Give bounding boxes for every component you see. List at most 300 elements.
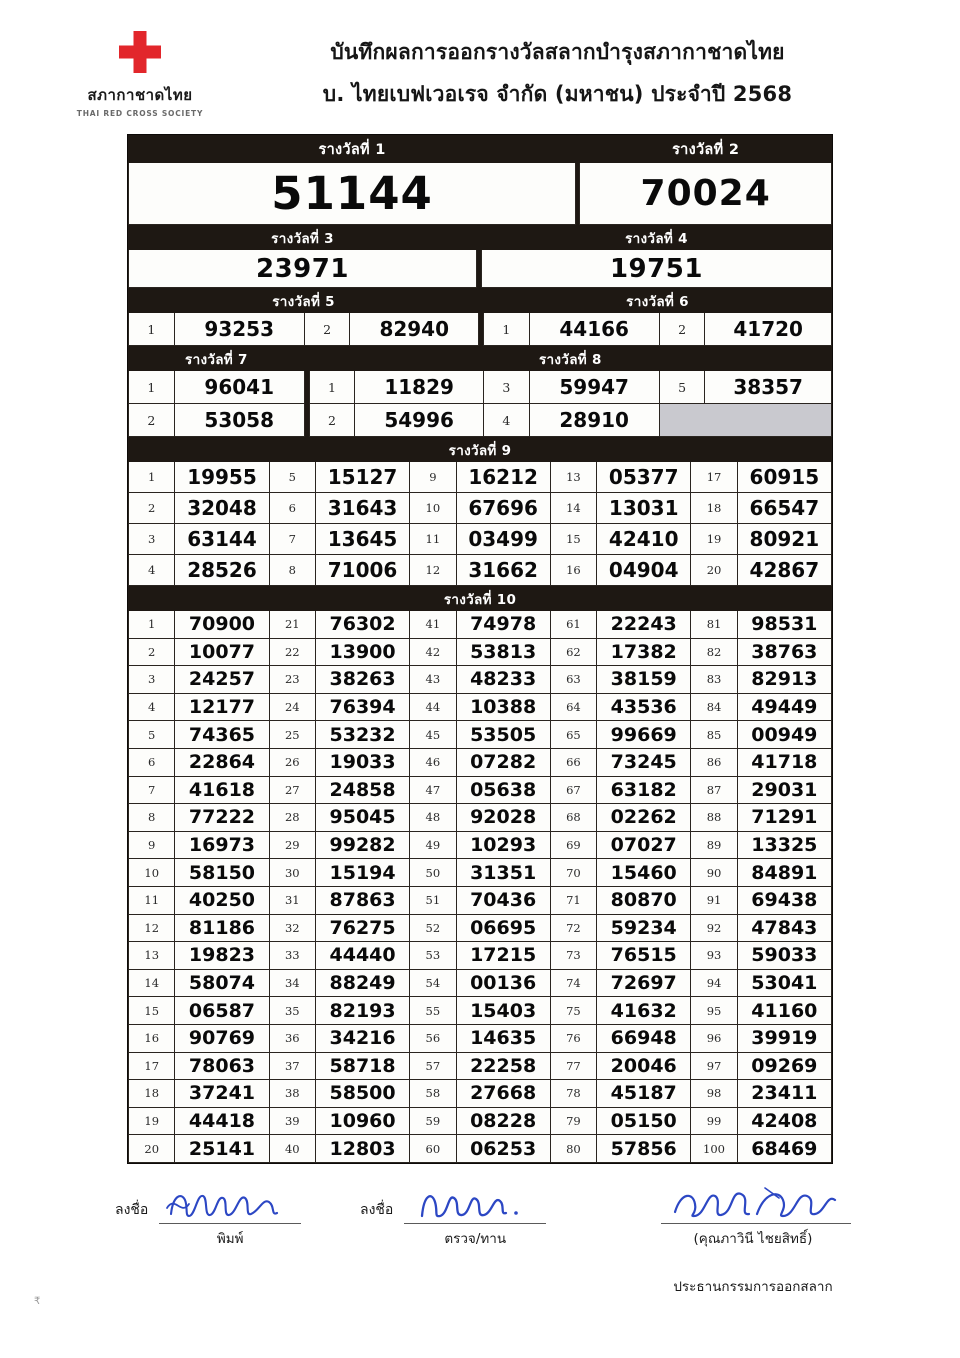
- prize-10-value: 53232: [315, 721, 409, 749]
- prize-10-index: 20: [129, 1135, 175, 1163]
- signature-block-typist: [115, 1190, 301, 1249]
- table-row: [129, 776, 832, 804]
- table-row: [129, 611, 832, 639]
- table-row: [129, 1135, 832, 1163]
- prize-9-index: 8: [269, 555, 315, 586]
- signature-block-checker: [360, 1190, 546, 1249]
- prize-5-label: รางวัลที่ 5: [129, 289, 479, 313]
- prize-10-body: [129, 611, 832, 1163]
- prize-10-index: 78: [550, 1080, 596, 1108]
- prize-7-index: 1: [129, 371, 175, 404]
- prize-9-value: 42410: [597, 524, 691, 555]
- prize-9-value: 66547: [737, 493, 831, 524]
- prize-8-index: 3: [483, 371, 529, 404]
- prize-10-index: 32: [269, 914, 315, 942]
- prize-10-value: 70900: [175, 611, 269, 639]
- prize-10-value: 06587: [175, 997, 269, 1025]
- prize-10-value: 05638: [456, 776, 550, 804]
- prize-10-value: 95045: [315, 804, 409, 832]
- prize-10-value: 76394: [315, 693, 409, 721]
- prize-10-value: 59033: [737, 942, 831, 970]
- prize-9-index: 6: [269, 493, 315, 524]
- prize-10-index: 99: [691, 1107, 737, 1135]
- prize-10-index: 68: [550, 804, 596, 832]
- prize-10-value: 78063: [175, 1052, 269, 1080]
- prize-10-index: 77: [550, 1052, 596, 1080]
- prize-10-value: 16973: [175, 831, 269, 859]
- prize-10-index: 21: [269, 611, 315, 639]
- prize-10-value: 15460: [597, 859, 691, 887]
- prize-7-8-table: [128, 346, 832, 437]
- prize-10-index: 52: [410, 914, 456, 942]
- prize-10-index: 27: [269, 776, 315, 804]
- prize-9-index: 2: [129, 493, 175, 524]
- prize-10-value: 10388: [456, 693, 550, 721]
- prize-10-index: 54: [410, 969, 456, 997]
- prize-2-value: 70024: [580, 163, 832, 225]
- prize-9-value: 04904: [597, 555, 691, 586]
- prize-7-label: รางวัลที่ 7: [129, 347, 305, 371]
- prize-10-value: 44440: [315, 942, 409, 970]
- prize-9-index: 14: [550, 493, 596, 524]
- prize-10-index: 22: [269, 638, 315, 666]
- sign-role-typist: พิมพ์: [216, 1230, 244, 1247]
- prize-10-index: 14: [129, 969, 175, 997]
- prize-9-value: 31662: [456, 555, 550, 586]
- prize-10-value: 29031: [737, 776, 831, 804]
- prize-10-index: 48: [410, 804, 456, 832]
- prize-10-value: 07027: [597, 831, 691, 859]
- prize-10-index: 13: [129, 942, 175, 970]
- table-row: [129, 666, 832, 694]
- prize-10-value: 80870: [597, 886, 691, 914]
- prize-10-index: 7: [129, 776, 175, 804]
- scan-artifact: ₹: [34, 1296, 41, 1307]
- prize-10-index: 60: [410, 1135, 456, 1163]
- prize-10-index: 91: [691, 886, 737, 914]
- prize-10-index: 6: [129, 748, 175, 776]
- prize-10-index: 67: [550, 776, 596, 804]
- prize-10-index: 5: [129, 721, 175, 749]
- table-row: [129, 1024, 832, 1052]
- prize-10-index: 46: [410, 748, 456, 776]
- prize-10-value: 73245: [597, 748, 691, 776]
- prize-10-value: 74978: [456, 611, 550, 639]
- prize-10-index: 33: [269, 942, 315, 970]
- prize-10-index: 38: [269, 1080, 315, 1108]
- prize-10-index: 85: [691, 721, 737, 749]
- prize-1-2-table: [128, 135, 832, 225]
- prize-10-value: 44418: [175, 1107, 269, 1135]
- table-row: [129, 721, 832, 749]
- sign-role-checker: ตรวจ/ทาน: [444, 1230, 507, 1247]
- prize-10-index: 37: [269, 1052, 315, 1080]
- prize-10-value: 43536: [597, 693, 691, 721]
- prize-10-value: 12803: [315, 1135, 409, 1163]
- prize-10-index: 88: [691, 804, 737, 832]
- red-cross-icon: [55, 28, 225, 80]
- prize-10-index: 39: [269, 1107, 315, 1135]
- chairman-role: ประธานกรรมการออกสลาก: [673, 1278, 833, 1295]
- prize-9-value: 19955: [175, 462, 269, 493]
- prize-10-index: 17: [129, 1052, 175, 1080]
- prize-10-index: 25: [269, 721, 315, 749]
- prize-8-index: 5: [659, 371, 705, 404]
- lottery-results-sheet: [127, 134, 833, 1164]
- prize-10-index: 16: [129, 1024, 175, 1052]
- prize-10-value: 22258: [456, 1052, 550, 1080]
- prize-10-value: 13900: [315, 638, 409, 666]
- prize-9-index: 4: [129, 555, 175, 586]
- prize-9-value: 28526: [175, 555, 269, 586]
- prize-10-index: 24: [269, 693, 315, 721]
- prize-10-value: 13325: [737, 831, 831, 859]
- prize-10-value: 17215: [456, 942, 550, 970]
- prize-10-value: 41618: [175, 776, 269, 804]
- prize-10-index: 79: [550, 1107, 596, 1135]
- prize-10-index: 15: [129, 997, 175, 1025]
- prize-10-value: 92028: [456, 804, 550, 832]
- prize-10-index: 59: [410, 1107, 456, 1135]
- prize-10-index: 61: [550, 611, 596, 639]
- prize-10-value: 58500: [315, 1080, 409, 1108]
- prize-10-index: 64: [550, 693, 596, 721]
- prize-7-value: 53058: [174, 404, 304, 437]
- prize-10-value: 99669: [597, 721, 691, 749]
- prize-10-index: 53: [410, 942, 456, 970]
- prize-10-index: 10: [129, 859, 175, 887]
- prize-2-label: รางวัลที่ 2: [580, 136, 832, 163]
- prize-9-value: 13031: [597, 493, 691, 524]
- prize-10-value: 47843: [737, 914, 831, 942]
- prize-10-index: 83: [691, 666, 737, 694]
- prize-9-index: 3: [129, 524, 175, 555]
- prize-9-value: 31643: [315, 493, 409, 524]
- document-header: [0, 0, 960, 126]
- org-logo-name: สภากาชาดไทย: [87, 86, 193, 104]
- prize-10-value: 38159: [597, 666, 691, 694]
- prize-10-index: 43: [410, 666, 456, 694]
- prize-10-index: 76: [550, 1024, 596, 1052]
- prize-10-index: 28: [269, 804, 315, 832]
- prize-10-index: 26: [269, 748, 315, 776]
- prize-10-index: 55: [410, 997, 456, 1025]
- prize-10-value: 81186: [175, 914, 269, 942]
- prize-9-value: 71006: [315, 555, 409, 586]
- prize-9-index: 13: [550, 462, 596, 493]
- prize-9-index: 18: [691, 493, 737, 524]
- prize-10-value: 53813: [456, 638, 550, 666]
- prize-10-value: 22243: [597, 611, 691, 639]
- prize-10-value: 22864: [175, 748, 269, 776]
- title-line-2: บ. ไทยเบฟเวอเรจ จำกัด (มหาชน) ประจำปี 2568: [322, 81, 793, 106]
- table-row: [129, 831, 832, 859]
- table-row: [129, 914, 832, 942]
- prize-10-index: 81: [691, 611, 737, 639]
- prize-8-label: รางวัลที่ 8: [309, 347, 831, 371]
- prize-10-index: 45: [410, 721, 456, 749]
- prize-5-index: 1: [129, 313, 175, 346]
- prize-7-value: 96041: [174, 371, 304, 404]
- prize-1-value: 51144: [129, 163, 576, 225]
- prize-5-value: 93253: [174, 313, 304, 346]
- prize-9-value: 60915: [737, 462, 831, 493]
- table-row: [129, 555, 832, 586]
- prize-10-index: 65: [550, 721, 596, 749]
- prize-10-index: 89: [691, 831, 737, 859]
- prize-9-value: 32048: [175, 493, 269, 524]
- prize-10-index: 3: [129, 666, 175, 694]
- sign-label-checker: ลงชื่อ: [360, 1201, 394, 1218]
- prize-10-value: 82193: [315, 997, 409, 1025]
- prize-6-value: 44166: [529, 313, 659, 346]
- prize-10-index: 42: [410, 638, 456, 666]
- prize-10-value: 19033: [315, 748, 409, 776]
- chairman-name: (คุณภาวินี ไชยสิทธิ์): [693, 1230, 813, 1247]
- prize-9-index: 5: [269, 462, 315, 493]
- prize-10-index: 72: [550, 914, 596, 942]
- prize-10-value: 72697: [597, 969, 691, 997]
- prize-10-value: 17382: [597, 638, 691, 666]
- prize-10-index: 86: [691, 748, 737, 776]
- prize-10-index: 49: [410, 831, 456, 859]
- prize-6-index: 1: [483, 313, 529, 346]
- prize-10-index: 9: [129, 831, 175, 859]
- prize-5-index: 2: [304, 313, 350, 346]
- prize-10-index: 23: [269, 666, 315, 694]
- sign-label-typist: ลงชื่อ: [115, 1201, 149, 1218]
- prize-10-value: 34216: [315, 1024, 409, 1052]
- table-row: [129, 942, 832, 970]
- prize-10-value: 41718: [737, 748, 831, 776]
- prize-5-6-table: [128, 288, 832, 346]
- prize-5-value: 82940: [350, 313, 479, 346]
- prize-9-index: 9: [410, 462, 456, 493]
- signature-line-typist: [159, 1190, 301, 1224]
- prize-10-value: 00136: [456, 969, 550, 997]
- prize-10-index: 74: [550, 969, 596, 997]
- prize-10-index: 36: [269, 1024, 315, 1052]
- prize-9-index: 10: [410, 493, 456, 524]
- prize-10-value: 07282: [456, 748, 550, 776]
- prize-10-value: 69438: [737, 886, 831, 914]
- handwritten-signature-icon: [404, 1186, 546, 1222]
- prize-10-label: รางวัลที่ 10: [129, 587, 832, 611]
- prize-10-value: 06695: [456, 914, 550, 942]
- prize-10-value: 87863: [315, 886, 409, 914]
- prize-9-index: 11: [410, 524, 456, 555]
- prize-10-index: 97: [691, 1052, 737, 1080]
- prize-10-value: 05150: [597, 1107, 691, 1135]
- prize-10-index: 12: [129, 914, 175, 942]
- prize-10-value: 84891: [737, 859, 831, 887]
- prize-10-index: 100: [691, 1135, 737, 1163]
- table-row: [129, 462, 832, 493]
- prize-8-index: 2: [309, 404, 355, 437]
- prize-8-value: 54996: [355, 404, 484, 437]
- prize-10-value: 12177: [175, 693, 269, 721]
- prize-9-value: 67696: [456, 493, 550, 524]
- prize-10-value: 08228: [456, 1107, 550, 1135]
- prize-10-value: 45187: [597, 1080, 691, 1108]
- prize-3-label: รางวัลที่ 3: [129, 226, 477, 250]
- prize-10-value: 00949: [737, 721, 831, 749]
- page-title: [225, 36, 960, 111]
- prize-9-value: 63144: [175, 524, 269, 555]
- prize-10-index: 95: [691, 997, 737, 1025]
- prize-10-value: 38763: [737, 638, 831, 666]
- prize-8-index: 1: [309, 371, 355, 404]
- prize-4-label: รางวัลที่ 4: [481, 226, 831, 250]
- prize-10-value: 82913: [737, 666, 831, 694]
- prize-10-value: 76515: [597, 942, 691, 970]
- prize-10-value: 57856: [597, 1135, 691, 1163]
- prize-9-value: 80921: [737, 524, 831, 555]
- prize-10-index: 47: [410, 776, 456, 804]
- prize-10-index: 70: [550, 859, 596, 887]
- prize-10-value: 58150: [175, 859, 269, 887]
- prize-10-index: 73: [550, 942, 596, 970]
- prize-10-index: 11: [129, 886, 175, 914]
- prize-10-value: 27668: [456, 1080, 550, 1108]
- signature-block-chairman: [655, 1190, 851, 1297]
- prize-10-value: 06253: [456, 1135, 550, 1163]
- prize-10-index: 56: [410, 1024, 456, 1052]
- prize-9-value: 16212: [456, 462, 550, 493]
- prize-10-index: 2: [129, 638, 175, 666]
- signature-line-chairman: [661, 1190, 851, 1224]
- prize-10-index: 30: [269, 859, 315, 887]
- prize-10-value: 24257: [175, 666, 269, 694]
- table-row: [129, 638, 832, 666]
- prize-10-value: 15403: [456, 997, 550, 1025]
- table-row: [129, 1107, 832, 1135]
- prize-10-value: 10960: [315, 1107, 409, 1135]
- prize-10-index: 51: [410, 886, 456, 914]
- prize-10-value: 66948: [597, 1024, 691, 1052]
- prize-10-value: 20046: [597, 1052, 691, 1080]
- prize-10-index: 44: [410, 693, 456, 721]
- prize-10-index: 62: [550, 638, 596, 666]
- prize-9-index: 7: [269, 524, 315, 555]
- prize-9-index: 19: [691, 524, 737, 555]
- prize-9-index: 12: [410, 555, 456, 586]
- prize-9-table: [128, 437, 832, 586]
- prize-9-value: 15127: [315, 462, 409, 493]
- prize-10-value: 74365: [175, 721, 269, 749]
- prize-10-value: 31351: [456, 859, 550, 887]
- prize-10-index: 29: [269, 831, 315, 859]
- prize-10-index: 8: [129, 804, 175, 832]
- prize-10-index: 1: [129, 611, 175, 639]
- prize-10-index: 82: [691, 638, 737, 666]
- org-logo: [55, 28, 225, 118]
- prize-10-value: 38263: [315, 666, 409, 694]
- empty-cell: [659, 404, 831, 437]
- handwritten-signature-icon: [159, 1186, 301, 1222]
- prize-10-value: 42408: [737, 1107, 831, 1135]
- prize-10-value: 15194: [315, 859, 409, 887]
- prize-10-value: 02262: [597, 804, 691, 832]
- prize-10-index: 63: [550, 666, 596, 694]
- prize-8-value: 38357: [705, 371, 832, 404]
- prize-10-index: 58: [410, 1080, 456, 1108]
- prize-10-index: 90: [691, 859, 737, 887]
- prize-8-value: 59947: [529, 371, 659, 404]
- table-row: [129, 859, 832, 887]
- prize-9-index: 15: [550, 524, 596, 555]
- table-row: [129, 748, 832, 776]
- prize-10-value: 10293: [456, 831, 550, 859]
- prize-10-index: 69: [550, 831, 596, 859]
- prize-10-value: 14635: [456, 1024, 550, 1052]
- prize-10-index: 87: [691, 776, 737, 804]
- prize-10-index: 57: [410, 1052, 456, 1080]
- prize-6-label: รางวัลที่ 6: [483, 289, 831, 313]
- prize-10-value: 48233: [456, 666, 550, 694]
- prize-10-index: 66: [550, 748, 596, 776]
- signature-footer: [85, 1182, 875, 1302]
- table-row: [129, 693, 832, 721]
- prize-4-value: 19751: [481, 250, 831, 288]
- prize-10-index: 50: [410, 859, 456, 887]
- org-logo-subtitle: THAI RED CROSS SOCIETY: [76, 109, 204, 118]
- table-row: [129, 493, 832, 524]
- prize-9-index: 1: [129, 462, 175, 493]
- table-row: [129, 524, 832, 555]
- prize-10-value: 49449: [737, 693, 831, 721]
- prize-10-table: [128, 586, 832, 1163]
- prize-10-value: 41632: [597, 997, 691, 1025]
- table-row: [129, 1052, 832, 1080]
- table-row: [129, 997, 832, 1025]
- prize-10-value: 77222: [175, 804, 269, 832]
- prize-10-index: 40: [269, 1135, 315, 1163]
- prize-10-index: 41: [410, 611, 456, 639]
- title-line-1: บันทึกผลการออกรางวัลสลากบำรุงสภากาชาดไทย: [330, 39, 785, 64]
- prize-8-value: 11829: [355, 371, 484, 404]
- prize-10-value: 40250: [175, 886, 269, 914]
- prize-10-index: 19: [129, 1107, 175, 1135]
- prize-10-value: 59234: [597, 914, 691, 942]
- prize-10-index: 75: [550, 997, 596, 1025]
- prize-9-index: 16: [550, 555, 596, 586]
- prize-10-value: 88249: [315, 969, 409, 997]
- prize-8-index: 4: [483, 404, 529, 437]
- table-row: [129, 1080, 832, 1108]
- prize-10-index: 18: [129, 1080, 175, 1108]
- prize-10-value: 25141: [175, 1135, 269, 1163]
- prize-10-value: 53505: [456, 721, 550, 749]
- prize-10-index: 92: [691, 914, 737, 942]
- prize-10-index: 84: [691, 693, 737, 721]
- prize-10-value: 63182: [597, 776, 691, 804]
- prize-10-value: 19823: [175, 942, 269, 970]
- prize-9-label: รางวัลที่ 9: [129, 438, 832, 462]
- prize-10-value: 58718: [315, 1052, 409, 1080]
- table-row: [129, 886, 832, 914]
- prize-1-label: รางวัลที่ 1: [129, 136, 576, 163]
- prize-10-index: 96: [691, 1024, 737, 1052]
- prize-10-index: 4: [129, 693, 175, 721]
- prize-10-value: 58074: [175, 969, 269, 997]
- prize-10-index: 80: [550, 1135, 596, 1163]
- prize-9-index: 17: [691, 462, 737, 493]
- prize-10-value: 68469: [737, 1135, 831, 1163]
- prize-10-value: 10077: [175, 638, 269, 666]
- prize-10-index: 35: [269, 997, 315, 1025]
- prize-7-index: 2: [129, 404, 175, 437]
